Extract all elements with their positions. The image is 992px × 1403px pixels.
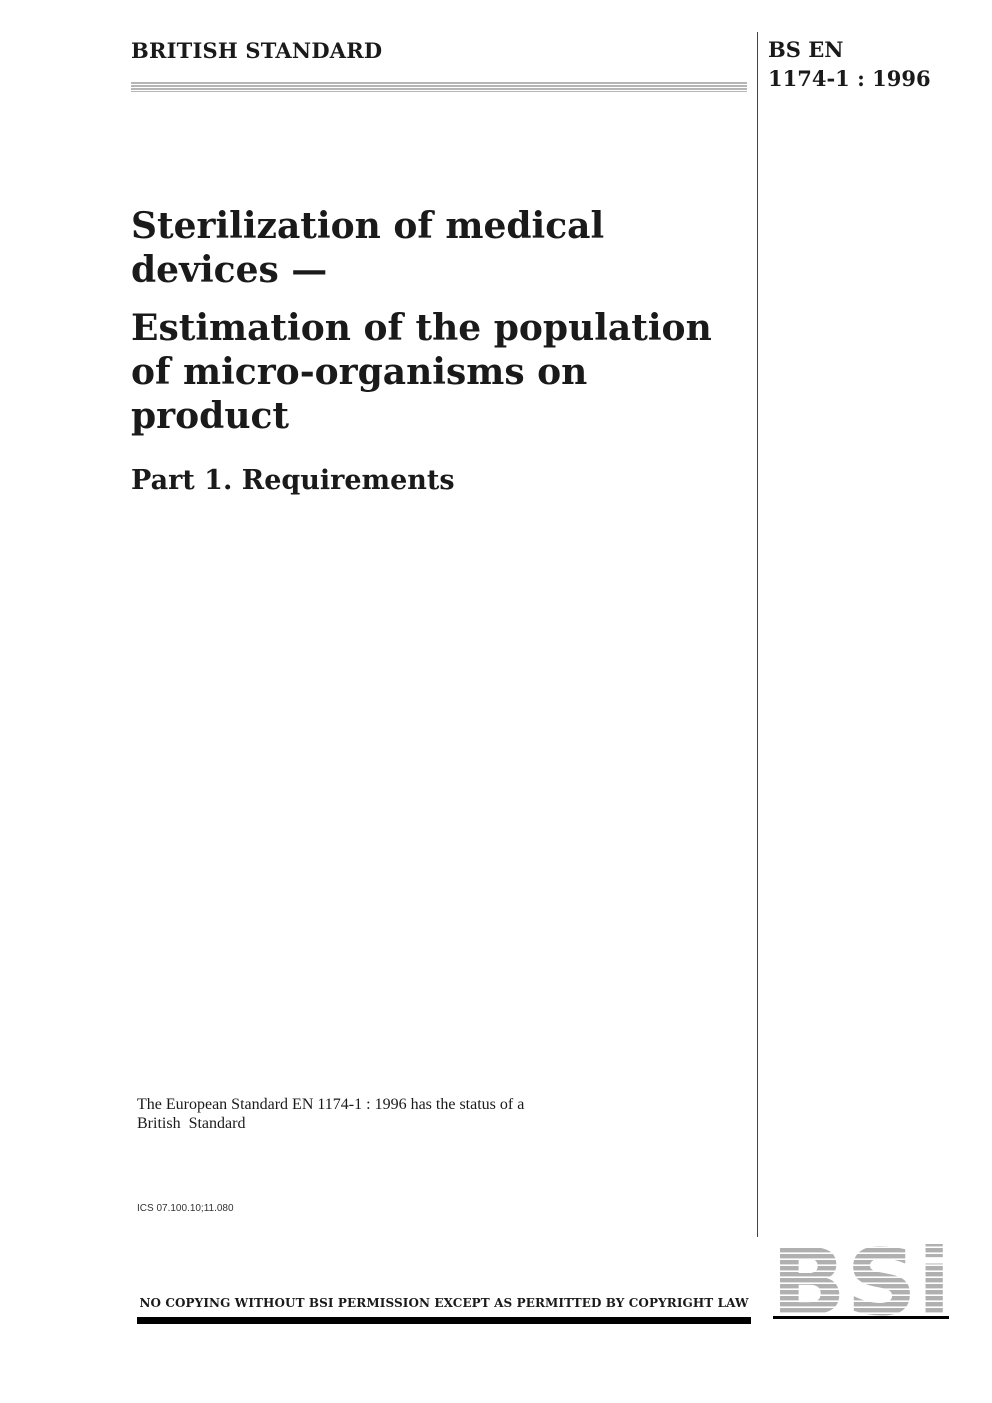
document-subtitle: Estimation of the population of micro-organisms on product [131,307,712,437]
standard-number [768,35,931,93]
document-part-title: Part 1. Requirements [131,465,455,496]
ics-code: ICS 07.100.10;11.080 [137,1203,234,1214]
standard-number-line1: BS EN [768,37,844,62]
bsi-logo [773,1242,949,1323]
vertical-divider [757,32,758,1237]
status-note-line1: The European Standard EN 1174-1 : 1996 has the status of a [137,1096,525,1113]
copyright-notice: NO COPYING WITHOUT BSI PERMISSION EXCEPT AS PERMITTED BY COPYRIGHT LAW [139,1296,749,1310]
status-note-line2: British Standard [137,1115,246,1132]
title-block [131,204,751,498]
footer-rule [137,1317,751,1324]
header-rule [131,82,747,92]
standard-number-line2: 1174-1 : 1996 [768,66,931,91]
document-type-label: BRITISH STANDARD [131,38,383,63]
document-title: Sterilization of medical devices — [131,205,605,291]
status-note [137,1095,607,1133]
